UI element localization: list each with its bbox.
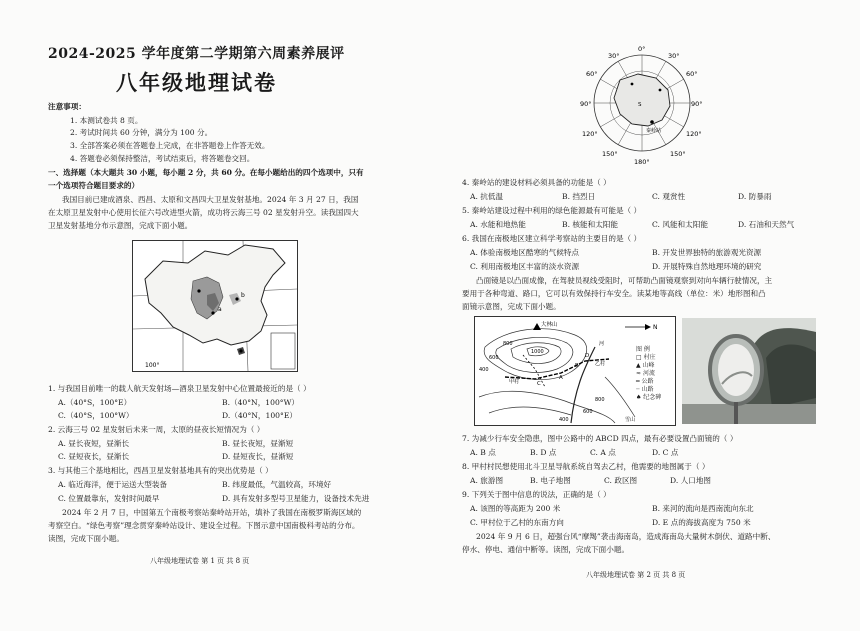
question-9: 9. 下列关于图中信息的说法，正确的是（ ） <box>462 490 611 499</box>
option-6a: A. 体验南极地区酷寒的气候特点 <box>470 248 580 257</box>
map-label-b: b <box>241 292 245 299</box>
option-6b: B. 开发世界独特的旅游观光资源 <box>652 248 762 257</box>
question-7: 7. 为减少行车安全隐患，图中公路中的 ABCD 四点，最有必要设置凸面镜的（ ） <box>462 434 738 443</box>
option-5a: A. 水能和地热能 <box>470 220 526 229</box>
option-4c: C. 观赏性 <box>652 192 686 201</box>
passage2-line: 2024 年 2 月 7 日，中国第五个南极考察站秦岭站开站，填补了我国在南极罗斯海区域的 <box>62 508 362 517</box>
option-7b: B. D 点 <box>530 448 557 457</box>
legend-village: □ 村庄 <box>636 354 656 361</box>
contour-label: 乙村 <box>595 361 606 367</box>
question-8: 8. 甲村村民想使用北斗卫星导航系统自驾去乙村，他需要的地图属于（ ） <box>462 462 710 471</box>
polar-label: 90° <box>580 100 592 108</box>
option-9b: B. 来河的流向是西南流向东北 <box>652 504 754 513</box>
china-launch-sites-map <box>132 240 298 372</box>
antarctic-polar-map <box>580 40 704 166</box>
option-5b: B. 核能和太阳能 <box>562 220 618 229</box>
intro-line: 在太原卫星发射中心使用长征六号改进型火箭，成功将云海三号 02 星发射升空。读我国四大 <box>48 208 359 217</box>
polar-label: 180° <box>634 158 650 166</box>
option-8a: A. 旅游图 <box>470 476 504 485</box>
contour-label: C <box>537 381 541 387</box>
contour-label: 400 <box>559 417 569 423</box>
polar-label: 150° <box>670 150 686 158</box>
contour-label: 600 <box>489 355 499 361</box>
passage3-line: 面镜示意图，完成下面小题。 <box>462 302 561 311</box>
contour-label: 河 <box>599 341 605 347</box>
note-item: 4. 答题卷必须保持整洁，考试结束后，将答题卷交回。 <box>70 154 255 163</box>
contour-label: 800 <box>503 341 513 347</box>
polar-label: 120° <box>582 130 598 138</box>
option-5d: D. 石油和天然气 <box>738 220 795 229</box>
passage2-line: 考察空白。“绿色考察”理念贯穿秦岭站设计、建设全过程。下图示意中国南极科考站的分布。 <box>48 521 360 530</box>
option-5c: C. 风能和太阳能 <box>652 220 708 229</box>
passage4-line: 停水、停电、通信中断等。读图，完成下面小题。 <box>462 545 630 554</box>
option-6c: C. 利用南极地区丰富的淡水资源 <box>470 262 580 271</box>
polar-label: 90° <box>691 100 703 108</box>
polar-label: 30° <box>608 52 620 60</box>
polar-label: 60° <box>686 70 698 78</box>
question-6: 6. 我国在南极地区建立科学考察站的主要目的是（ ） <box>462 234 642 243</box>
intro-line: 卫星发射基地分布示意图，完成下面小题。 <box>48 221 193 230</box>
option-9c: C. 甲村位于乙村的东南方向 <box>470 518 564 527</box>
question-3: 3. 与其他三个基地相比，西昌卫星发射基地具有的突出优势是（ ） <box>48 466 273 475</box>
option-3d: D. 具有发射多型号卫星能力，设备技术先进 <box>222 494 370 503</box>
page-footer: 八年级地理试卷 第 2 页 共 8 页 <box>586 571 686 579</box>
option-9a: A. 该图的等高距为 200 米 <box>470 504 561 513</box>
polar-label: 0° <box>638 45 646 53</box>
note-item: 1. 本测试卷共 8 页。 <box>70 116 143 125</box>
right-page <box>430 0 860 631</box>
contour-label: 雪山 <box>625 417 636 423</box>
question-5: 5. 秦岭站建设过程中利用的绿色能源最有可能是（ ） <box>462 206 642 215</box>
passage3-line: 要用于各种弯道、路口，它可以有效保持行车安全。读某地等高线（单位：米）地形图和凸 <box>462 289 766 298</box>
option-2a: A. 昼长夜短，昼渐长 <box>58 439 130 448</box>
polar-station: 秦岭站 <box>646 128 662 134</box>
option-3c: C. 位置最靠东，发射时间最早 <box>58 494 160 503</box>
note-item: 2. 考试时间共 60 分钟，满分为 100 分。 <box>70 128 213 137</box>
option-1c: C.（40°S，100°W） <box>58 411 134 420</box>
option-4a: A. 抗低温 <box>470 192 504 201</box>
option-1d: D.（40°N，100°E） <box>222 411 297 420</box>
notes-heading: 注意事项： <box>48 102 86 111</box>
contour-label: 600 <box>583 409 593 415</box>
option-9d: D. E 点的海拔高度为 750 米 <box>652 518 751 527</box>
question-1: 1. 与我国目前唯一的载人航天发射场—酒泉卫星发射中心位置最接近的是（ ） <box>48 384 311 393</box>
option-8d: D. 人口地图 <box>670 476 712 485</box>
legend-road: ═ 公路 <box>636 378 654 385</box>
passage4-line: 2024 年 9 月 6 日，超强台风“摩羯”袭击海南岛，造成海南岛大量树木倒伏、道路中断、 <box>476 532 776 541</box>
map-label-a: a <box>218 306 222 313</box>
option-7d: D. C 点 <box>652 448 679 457</box>
contour-label: B <box>575 363 579 369</box>
contour-label: 1000 <box>531 349 544 355</box>
note-item: 3. 全部答案必须在答题卷上完成，在非答题卷上作答无效。 <box>70 141 270 150</box>
passage3-line: 凸面镜是以凸面成像，在驾驶员视线受阻时，可帮助凸面镜观察到对向车辆行驶情况，主 <box>476 276 773 285</box>
passage2-line: 读图，完成下面小题。 <box>48 534 124 543</box>
option-3b: B. 纬度最低，气温较高，环境好 <box>222 480 332 489</box>
option-1b: B.（40°N，100°W） <box>222 398 299 407</box>
contour-label: 甲村 <box>509 379 520 385</box>
contour-label: D <box>585 353 590 359</box>
legend-river: ≈ 河流 <box>636 370 655 377</box>
legend-monument: ♠ 纪念碑 <box>636 394 662 401</box>
polar-label: 30° <box>668 52 680 60</box>
option-2b: B. 昼长夜短，昼渐短 <box>222 439 294 448</box>
polar-label: 150° <box>602 150 618 158</box>
polar-label: 120° <box>686 130 702 138</box>
option-7c: C. A 点 <box>590 448 616 457</box>
option-7a: A. B 点 <box>470 448 496 457</box>
option-6d: D. 开展特殊自然地理环境的研究 <box>652 262 762 271</box>
legend-trail: ┈ 山路 <box>636 386 654 393</box>
question-2: 2. 云海三号 02 星发射后未来一周，太原的昼夜长短情况为（ ） <box>48 425 265 434</box>
exam-title: 2024-2025 学年度第二学期第六周素养展评 <box>48 46 345 62</box>
convex-mirror-photo <box>682 318 816 424</box>
contour-label: 大林山 <box>541 322 558 328</box>
option-2c: C. 昼短夜长，昼渐长 <box>58 452 130 461</box>
legend-title: 图 例 <box>636 346 650 353</box>
contour-label: A <box>559 375 563 381</box>
subject-title: 八年级地理试卷 <box>116 70 277 95</box>
polar-south: S <box>638 102 642 108</box>
option-4d: D. 防暴雨 <box>738 192 772 201</box>
page-footer: 八年级地理试卷 第 1 页 共 8 页 <box>150 557 250 565</box>
option-8b: B. 电子地图 <box>530 476 571 485</box>
legend-peak: ▲ 山峰 <box>636 362 655 369</box>
option-2d: D. 昼短夜长，昼渐短 <box>222 452 294 461</box>
option-3a: A. 临近海洋，便于运送大型装备 <box>58 480 168 489</box>
contour-legend <box>636 346 678 402</box>
option-8c: C. 政区图 <box>604 476 638 485</box>
map-lon-label: 100° <box>145 362 160 369</box>
contour-label: N <box>653 324 658 331</box>
section1-heading: 一、选择题（本大题共 30 小题，每小题 2 分，共 60 分。在每小题给出的四个选项中，只有 <box>48 168 364 177</box>
option-4b: B. 挡烈日 <box>562 192 596 201</box>
question-4: 4. 秦岭站的建设材料必须具备的功能是（ ） <box>462 178 611 187</box>
intro-line: 我国目前已建成酒泉、西昌、太原和文昌四大卫星发射基地。2024 年 3 月 27 日，我国 <box>62 195 359 204</box>
option-1a: A.（40°S，100°E） <box>58 398 132 407</box>
contour-label: 800 <box>595 397 605 403</box>
polar-label: 60° <box>586 70 598 78</box>
section1-heading-cont: 一个选项符合题目要求的） <box>48 181 140 190</box>
contour-label: 400 <box>479 367 489 373</box>
